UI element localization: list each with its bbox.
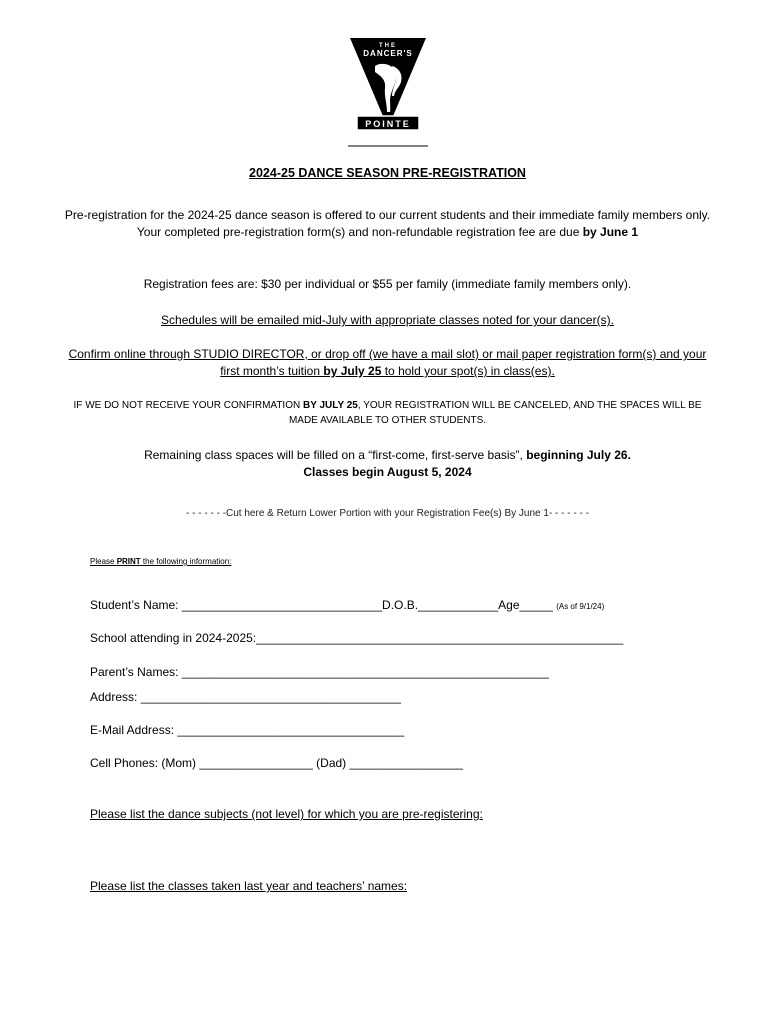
fees-paragraph: Registration fees are: $30 per individual or $55 per family (immediate family members only).	[143, 277, 632, 291]
dance-subjects-heading: Please list the dance subjects (not level) for which you are pre-registering:	[90, 807, 483, 821]
svg-text:THE: THE	[379, 43, 397, 49]
age-date-note: (As of 9/1/24)	[556, 602, 605, 611]
student-name-field[interactable]: Student’s Name: ______________________________D.O.B.____________Age_____ (As of 9/1/24)	[90, 598, 605, 612]
svg-text:POINTE: POINTE	[365, 119, 411, 129]
svg-text:DANCER'S: DANCER'S	[363, 49, 413, 58]
classes-begin-date: Classes begin August 5, 2024	[303, 465, 472, 479]
cell-phones-field[interactable]: Cell Phones: (Mom) _________________ (Dad) _________________	[90, 756, 463, 770]
remaining-spaces-paragraph: Remaining class spaces will be filled on a “first-come, first-serve basis”, beginning July 26. Classes begin August 5, 2024	[144, 448, 631, 479]
previous-classes-heading: Please list the classes taken last year and teachers’ names:	[90, 879, 408, 893]
schedules-paragraph: Schedules will be emailed mid-July with appropriate classes noted for your dancer(s).	[161, 313, 614, 327]
print-instruction: Please PRINT the following information:	[90, 557, 232, 566]
cancellation-warning: IF WE DO NOT RECEIVE YOUR CONFIRMATION BY JULY 25, YOUR REGISTRATION WILL BE CANCELED, AND THE SPACES WILL BE MADE AVAILABLE TO OTHER STUDENTS.	[73, 400, 702, 426]
cut-line: - - - - - - -Cut here & Return Lower Portion with your Registration Fee(s) By June 1- - - - - - -	[186, 508, 589, 519]
address-field[interactable]: Address: _______________________________________	[90, 690, 401, 704]
parents-names-field[interactable]: Parent’s Names: _______________________________________________________	[90, 665, 549, 679]
intro-paragraph: Pre-registration for the 2024-25 dance season is offered to our current students and their immediate family members only. Your completed pre-registration form(s) and non-refundable registration fee are due by June 1	[64, 208, 711, 239]
dancers-pointe-logo	[347, 36, 429, 148]
school-field[interactable]: School attending in 2024-2025:_______________________________________________________	[90, 631, 624, 645]
confirm-paragraph: Confirm online through STUDIO DIRECTOR, or drop off (we have a mail slot) or mail paper registration form(s) and your first month’s tuition by July 25 to hold your spot(s) in class(es).	[68, 347, 707, 378]
email-field[interactable]: E-Mail Address: __________________________________	[90, 723, 405, 737]
page-title: 2024-25 DANCE SEASON PRE-REGISTRATION	[249, 166, 526, 180]
